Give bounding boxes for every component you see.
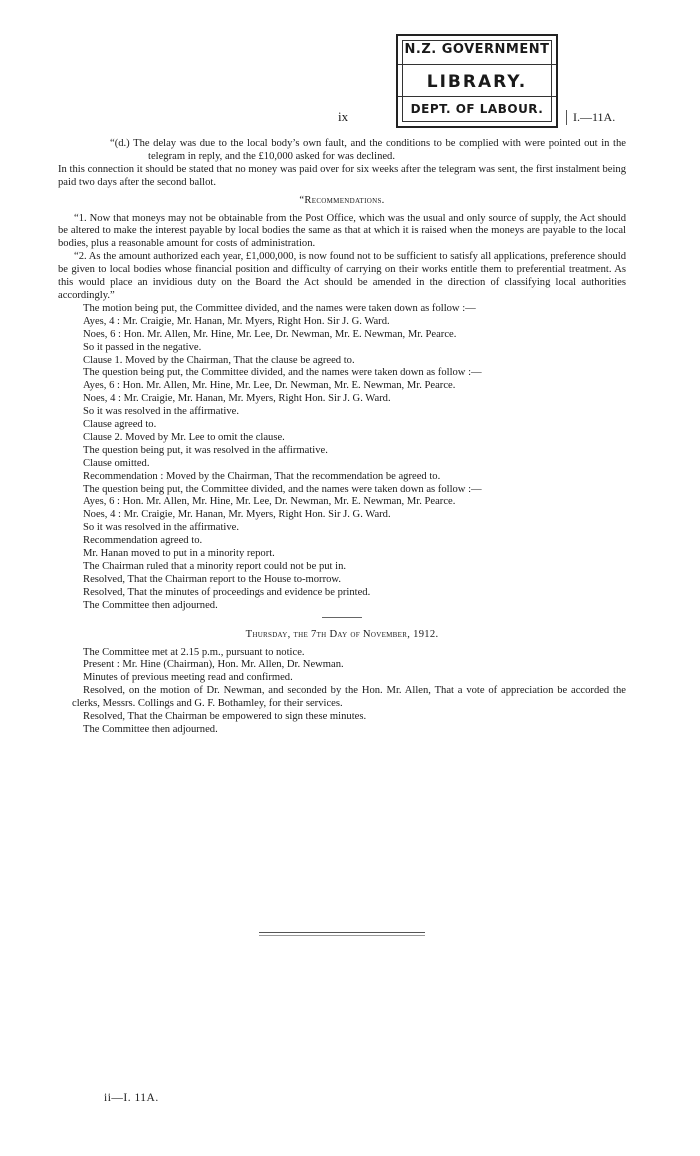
recommendation-1-paragraph: “1. Now that moneys may not be obtainable from the Post Office, which was the usual and only source of supply, the Act should be altered to make the interest payable by local bodies the same as that at which it is raised when the moneys are payable to the local bodies, plus a reasonable amount for costs of administration. <box>58 212 626 250</box>
proceedings-line: Mr. Hanan moved to put in a minority report. <box>83 548 275 560</box>
section-divider <box>322 617 362 618</box>
meeting-line: The Committee then adjourned. <box>83 723 218 735</box>
proceedings-line: Clause 1. Moved by the Chairman, That the clause be agreed to. <box>83 354 355 366</box>
closing-rule <box>259 935 425 936</box>
document-body <box>58 138 626 737</box>
proceedings-line: The question being put, the Committee divided, and the names were taken down as follow :— <box>83 483 482 495</box>
connection-paragraph: In this connection it should be stated that no money was paid over for six weeks after the telegram was sent, the first instalment being paid two days after the second ballot. <box>58 163 626 188</box>
meeting-line: Present : Mr. Hine (Chairman), Hon. Mr. Allen, Dr. Newman. <box>83 659 344 671</box>
recommendations-heading: “Recommendations. <box>299 194 385 206</box>
stamp-line-3: DEPT. OF LABOUR. <box>410 102 544 116</box>
meeting-line: Resolved, That the Chairman be empowered to sign these minutes. <box>83 711 367 723</box>
proceedings-list <box>58 303 626 613</box>
meeting-line: Minutes of previous meeting read and confirmed. <box>83 672 293 684</box>
proceedings-line: The Committee then adjourned. <box>83 599 218 611</box>
proceedings-line: Recommendation : Moved by the Chairman, That the recommendation be agreed to. <box>83 470 441 482</box>
proceedings-line: Noes, 4 : Mr. Craigie, Mr. Hanan, Mr. Myers, Right Hon. Sir J. G. Ward. <box>83 509 391 521</box>
proceedings-line: Resolved, That the minutes of proceedings and evidence be printed. <box>83 586 371 598</box>
meeting-line: Resolved, on the motion of Dr. Newman, and seconded by the Hon. Mr. Allen, That a vote of appreciation be accorded the clerks, Messrs. Collings and G. F. Bothamley, for their services. <box>72 685 626 710</box>
closing-rule <box>259 932 425 933</box>
proceedings-line: Noes, 4 : Mr. Craigie, Mr. Hanan, Mr. Myers, Right Hon. Sir J. G. Ward. <box>83 393 391 405</box>
proceedings-line: The question being put, it was resolved in the affirmative. <box>83 444 328 456</box>
proceedings-line: The Chairman ruled that a minority report could not be put in. <box>83 561 347 572</box>
proceedings-line: Noes, 6 : Hon. Mr. Allen, Mr. Hine, Mr. Lee, Dr. Newman, Mr. E. Newman, Mr. Pearce. <box>83 328 457 340</box>
proceedings-line: Ayes, 6 : Hon. Mr. Allen, Mr. Hine, Mr. Lee, Dr. Newman, Mr. E. Newman, Mr. Pearce. <box>83 380 456 392</box>
clause-d-paragraph: “(d.) The delay was due to the local body’s own fault, and the conditions to be complied with were pointed out in the telegram in reply, and the £10,000 asked for was declined. <box>110 138 626 162</box>
meeting-date-heading: Thursday, the 7th Day of November, 1912. <box>245 628 439 640</box>
proceedings-line: So it was resolved in the affirmative. <box>83 406 240 418</box>
proceedings-line: The motion being put, the Committee divided, and the names were taken down as follow :— <box>83 302 476 314</box>
proceedings-line: Clause agreed to. <box>83 419 157 431</box>
proceedings-line: Ayes, 4 : Mr. Craigie, Mr. Hanan, Mr. Myers, Right Hon. Sir J. G. Ward. <box>83 315 390 327</box>
proceedings-line: So it passed in the negative. <box>83 341 202 353</box>
proceedings-line: Recommendation agreed to. <box>83 535 203 547</box>
stamp-line-2: LIBRARY. <box>426 72 528 92</box>
proceedings-line: Resolved, That the Chairman report to the House to-morrow. <box>83 573 342 585</box>
proceedings-line: Clause omitted. <box>83 457 150 469</box>
proceedings-line: So it was resolved in the affirmative. <box>83 522 240 534</box>
document-reference: I.—11A. <box>566 110 615 125</box>
stamp-line-1: N.Z. GOVERNMENT <box>404 42 550 57</box>
recommendation-2-paragraph: “2. As the amount authorized each year, £1,000,000, is now found not to be sufficient to satisfy all applications, preference should be given to local bodies whose financial position and difficulty of carrying on their works entitle them to preferential treatment. As this would place an invidious duty on the Board the Act should be amended in the direction of classifying local authorities accordingly.” <box>58 251 626 301</box>
page-number: ix <box>338 109 349 124</box>
proceedings-line: Clause 2. Moved by Mr. Lee to omit the clause. <box>83 431 285 443</box>
meeting-line: The Committee met at 2.15 p.m., pursuant to notice. <box>83 646 305 658</box>
stamp-rule <box>398 64 556 65</box>
proceedings-line: Ayes, 6 : Hon. Mr. Allen, Mr. Hine, Mr. Lee, Dr. Newman, Mr. E. Newman, Mr. Pearce. <box>83 496 456 508</box>
proceedings-line: The question being put, the Committee divided, and the names were taken down as follow :— <box>83 367 482 379</box>
library-stamp <box>396 34 558 128</box>
stamp-rule <box>398 96 556 97</box>
signature-mark: ii—I. 11A. <box>104 1092 159 1104</box>
